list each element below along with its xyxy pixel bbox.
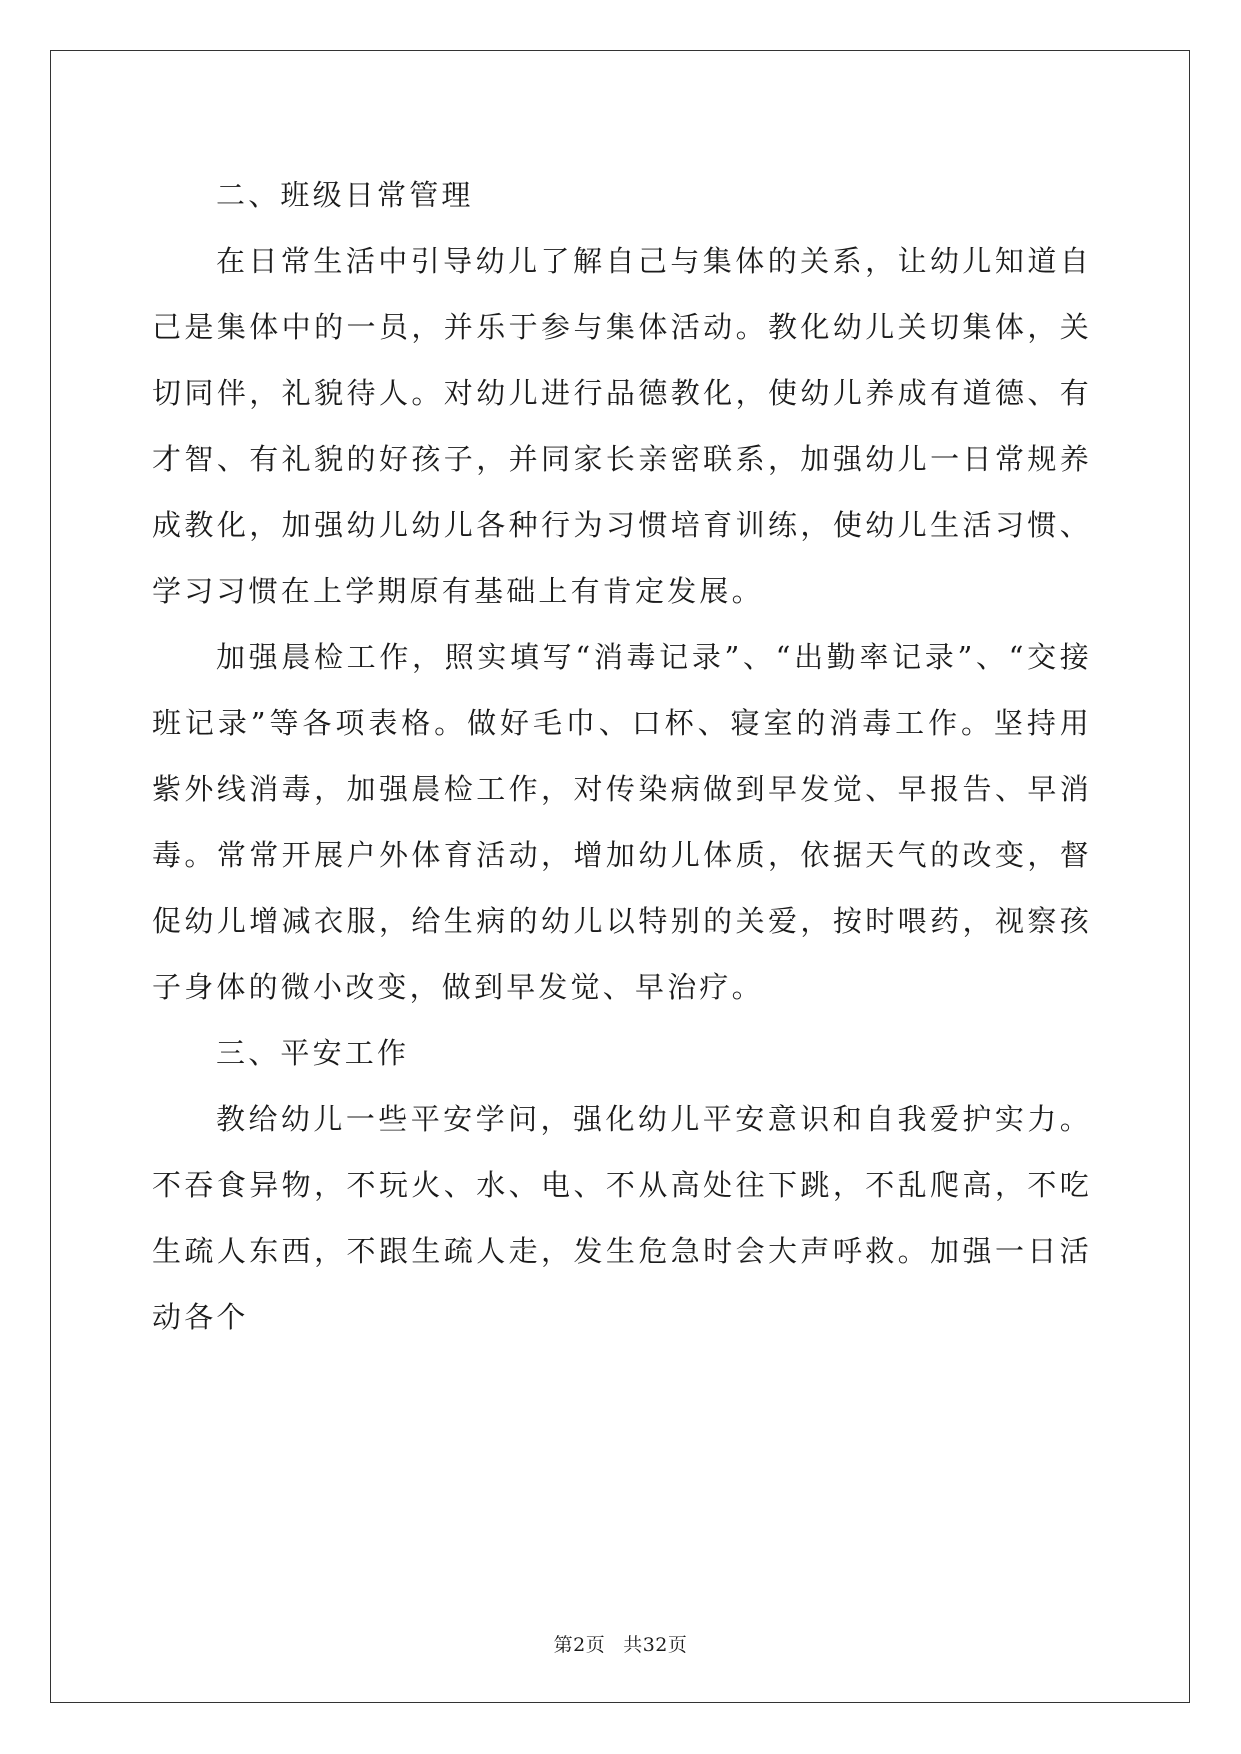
page-total: 共32页 [623,1634,688,1656]
section-heading-class-management: 二、班级日常管理 [216,178,474,212]
paragraph-daily-guidance: 在日常生活中引导幼儿了解自己与集体的关系，让幼儿知道自己是集体中的一员，并乐于参与集体活动。教化幼儿关切集体，关切同伴，礼貌待人。对幼儿进行品德教化，使幼儿养成有道德、有才智、有礼貌的好孩子，并同家长亲密联系，加强幼儿一日常规养成教化，加强幼儿幼儿各种行为习惯培育训练，使幼儿生活习惯、学习习惯在上学期原有基础上有肯定发展。 [152,244,1092,608]
page-footer [0,1630,1241,1657]
document-body [152,162,1092,1350]
page-number: 第2页 [553,1634,606,1656]
paragraph-safety-education: 教给幼儿一些平安学问，强化幼儿平安意识和自我爱护实力。不吞食异物，不玩火、水、电、不从高处往下跳，不乱爬高，不吃生疏人东西，不跟生疏人走，发生危急时会大声呼救。加强一日活动各个 [152,1102,1092,1334]
section-heading-safety: 三、平安工作 [216,1036,410,1070]
paragraph-morning-check: 加强晨检工作，照实填写“消毒记录”、“出勤率记录”、“交接班记录”等各项表格。做好毛巾、口杯、寝室的消毒工作。坚持用紫外线消毒，加强晨检工作，对传染病做到早发觉、早报告、早消毒。常常开展户外体育活动，增加幼儿体质，依据天气的改变，督促幼儿增减衣服，给生病的幼儿以特别的关爱，按时喂药，视察孩子身体的微小改变，做到早发觉、早治疗。 [152,640,1092,1004]
